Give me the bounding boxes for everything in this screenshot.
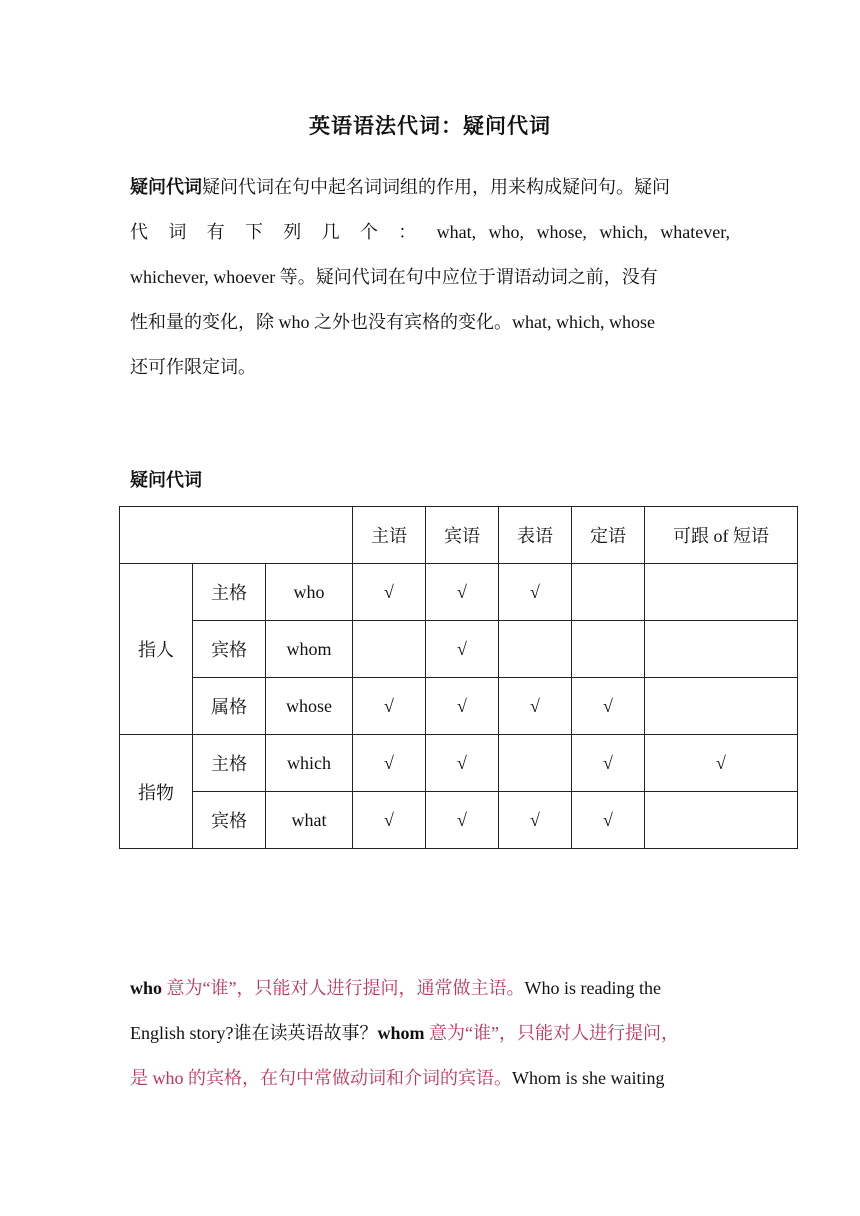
usage-paragraph	[130, 966, 730, 1101]
mark-cell	[572, 564, 645, 621]
case-cell: 属格	[193, 678, 266, 735]
mark-cell: √	[426, 792, 499, 849]
mark-cell	[645, 621, 798, 678]
mark-cell: √	[645, 735, 798, 792]
case-cell: 宾格	[193, 792, 266, 849]
table-row	[120, 735, 798, 792]
usage-line-2	[130, 1011, 730, 1056]
intro-line-4: 性和量的变化，除 who 之外也没有宾格的变化。what, which, whose	[130, 312, 655, 332]
mark-cell	[645, 678, 798, 735]
table-row	[120, 678, 798, 735]
usage-example: Whom is she waiting	[512, 1068, 665, 1088]
usage-example: Who is reading the	[524, 978, 661, 998]
intro-paragraph	[130, 165, 730, 390]
table-header-cell: 定语	[572, 507, 645, 564]
intro-line-5: 还可作限定词。	[130, 357, 256, 377]
mark-cell: √	[426, 621, 499, 678]
table-row	[120, 564, 798, 621]
usage-explanation: 意为“谁”，只能对人进行提问，	[424, 1023, 679, 1043]
usage-example: English story?谁在读英语故事？	[130, 1023, 378, 1043]
mark-cell	[645, 792, 798, 849]
mark-cell: √	[572, 792, 645, 849]
word-cell: whose	[266, 678, 353, 735]
mark-cell: √	[353, 735, 426, 792]
word-cell: which	[266, 735, 353, 792]
table-row	[120, 792, 798, 849]
intro-line-2: 代 词 有 下 列 几 个 ： what, who, whose, which, whatever,	[130, 222, 730, 242]
table-header-cell: 表语	[499, 507, 572, 564]
mark-cell: √	[572, 678, 645, 735]
pronoun-table	[119, 506, 798, 849]
intro-line-1-text: 疑问代词在句中起名词词组的作用，用来构成疑问句。疑问	[202, 177, 670, 197]
table-header-cell: 主语	[353, 507, 426, 564]
usage-line-1	[130, 966, 730, 1011]
usage-line-3	[130, 1056, 730, 1101]
table-header-row	[120, 507, 798, 564]
mark-cell	[499, 621, 572, 678]
intro-line-3: whichever, whoever 等。疑问代词在句中应位于谓语动词之前，没有	[130, 267, 658, 287]
table-row	[120, 621, 798, 678]
mark-cell	[353, 621, 426, 678]
table-corner-cell	[120, 507, 353, 564]
intro-bold-lead: 疑问代词	[130, 177, 202, 197]
case-cell: 宾格	[193, 621, 266, 678]
group-cell-person: 指人	[120, 564, 193, 735]
section-label: 疑问代词	[130, 470, 202, 490]
usage-explanation: 意为“谁”，只能对人进行提问，通常做主语。	[162, 978, 525, 998]
word-cell: who	[266, 564, 353, 621]
mark-cell	[645, 564, 798, 621]
page-title: 英语语法代词：疑问代词	[309, 114, 551, 138]
mark-cell: √	[353, 678, 426, 735]
mark-cell	[499, 735, 572, 792]
mark-cell: √	[499, 678, 572, 735]
mark-cell	[572, 621, 645, 678]
case-cell: 主格	[193, 735, 266, 792]
mark-cell: √	[426, 735, 499, 792]
word-cell: what	[266, 792, 353, 849]
mark-cell: √	[499, 564, 572, 621]
intro-line-1	[130, 165, 730, 210]
usage-term-whom: whom	[377, 1023, 425, 1043]
mark-cell: √	[353, 564, 426, 621]
mark-cell: √	[426, 678, 499, 735]
mark-cell: √	[353, 792, 426, 849]
table-header-cell: 可跟 of 短语	[645, 507, 798, 564]
group-cell-thing: 指物	[120, 735, 193, 849]
case-cell: 主格	[193, 564, 266, 621]
mark-cell: √	[499, 792, 572, 849]
word-cell: whom	[266, 621, 353, 678]
mark-cell: √	[426, 564, 499, 621]
mark-cell: √	[572, 735, 645, 792]
usage-term-who: who	[130, 978, 163, 998]
table-header-cell: 宾语	[426, 507, 499, 564]
usage-explanation: 是 who 的宾格，在句中常做动词和介词的宾语。	[130, 1068, 512, 1088]
